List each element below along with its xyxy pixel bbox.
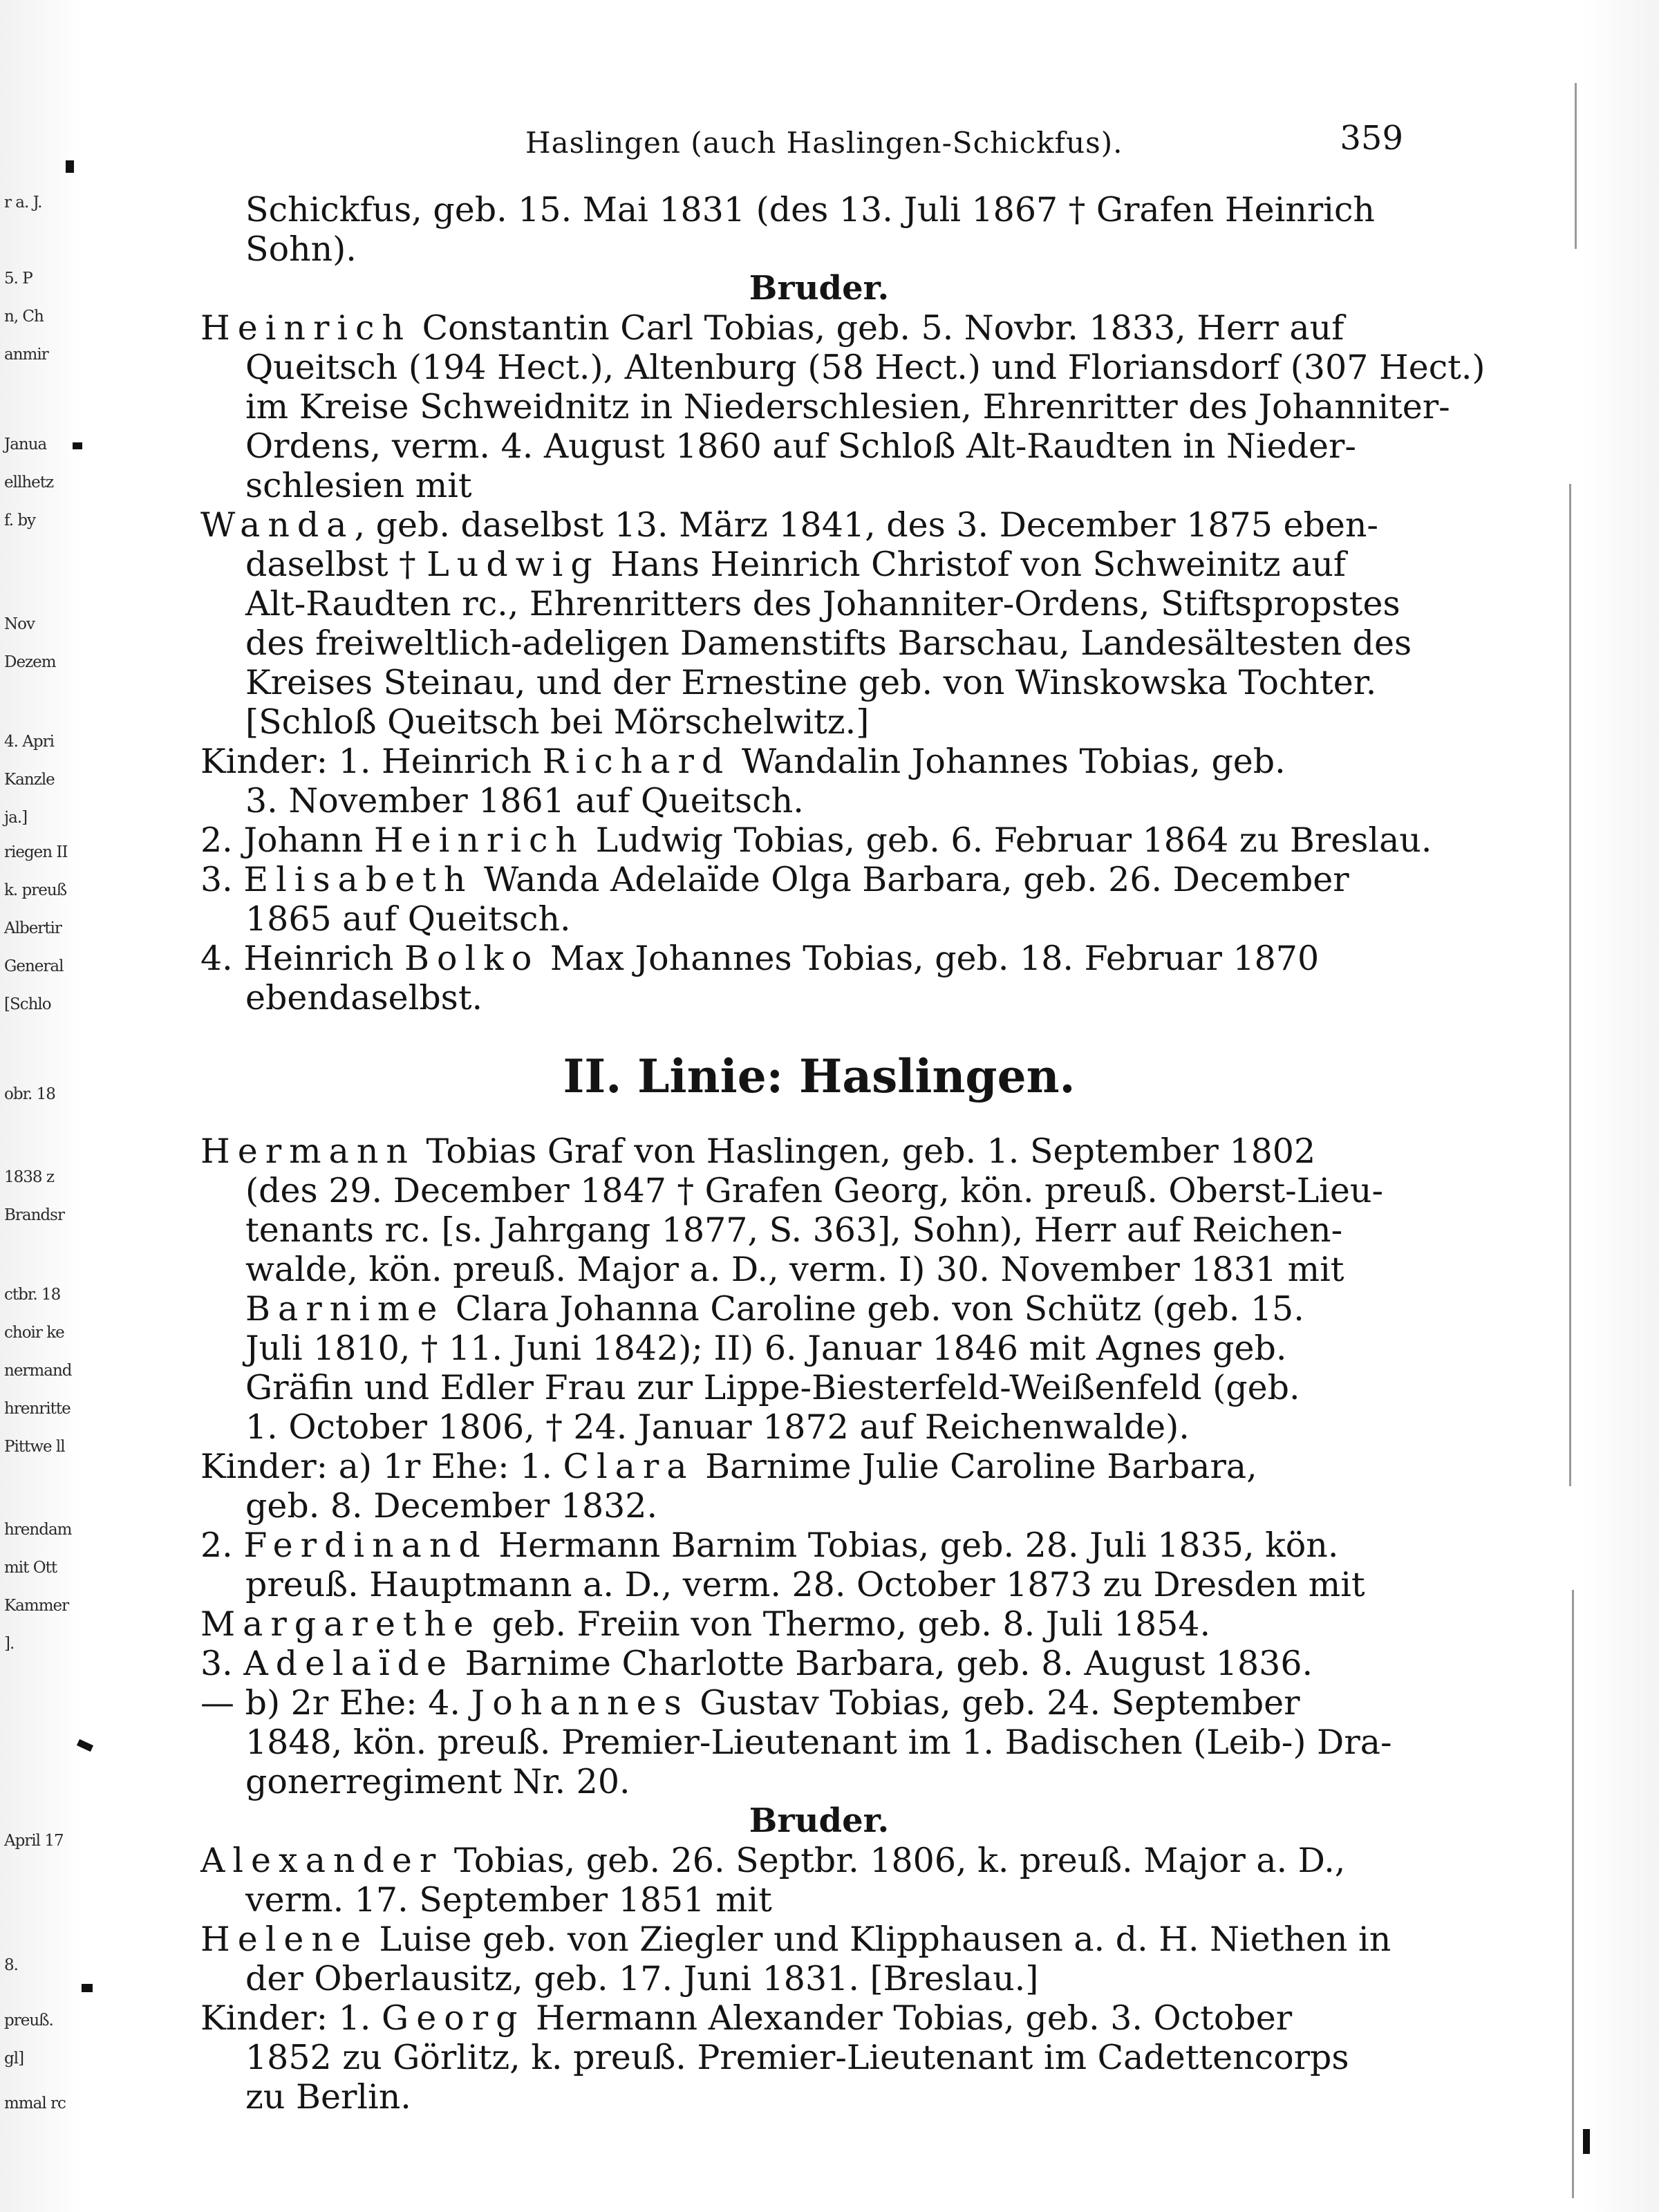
text-line: Ordens, verm. 4. August 1860 auf Schloß Alt-Raudten in Nieder- (245, 427, 1356, 466)
margin-fragment: ctbr. 18 (4, 1286, 61, 1304)
text-line: 1848, kön. preuß. Premier-Lieutenant im 1. Badischen (Leib-) Dra- (245, 1723, 1392, 1762)
margin-fragment: obr. 18 (4, 1085, 55, 1103)
text-run: — b) 2r Ehe: 4. (200, 1683, 471, 1723)
text-run: 3. (200, 1644, 244, 1683)
margin-fragment: Kammer (4, 1597, 69, 1615)
text-line: preuß. Hauptmann a. D., verm. 28. October 1873 zu Dresden mit (245, 1565, 1365, 1604)
spaced-name: Wanda (200, 505, 355, 545)
line-section-title: II. Linie: Haslingen. (563, 1049, 1076, 1103)
margin-fragment: k. preuß (4, 881, 67, 899)
margin-fragment: mmal rc (4, 2094, 66, 2112)
margin-fragment: Dezem (4, 653, 56, 671)
margin-fragment: 5. P (4, 270, 32, 288)
text-run: Kinder: a) 1r Ehe: 1. (200, 1447, 563, 1486)
text-line: gonerregiment Nr. 20. (245, 1762, 630, 1801)
text-line: der Oberlausitz, geb. 17. Juni 1831. [Breslau.] (245, 1959, 1039, 1998)
text-run: daselbst † (245, 545, 427, 584)
margin-fragment: Pittwe ll (4, 1438, 65, 1456)
text-run: Hans Heinrich Christof von Schweinitz auf (599, 545, 1347, 584)
text-run: Tobias Graf von Haslingen, geb. 1. September 1802 (415, 1132, 1316, 1171)
margin-fragment: mit Ott (4, 1559, 57, 1577)
text-line: (des 29. December 1847 † Grafen Georg, kön. preuß. Oberst-Lieu- (245, 1171, 1384, 1210)
page-header (484, 111, 1452, 166)
margin-fragment: Kanzle (4, 771, 55, 789)
margin-fragment: gl] (4, 2050, 24, 2068)
text-run: 3. (200, 860, 244, 899)
text-run: Tobias, geb. 26. Septbr. 1806, k. preuß. Major a. D., (443, 1841, 1346, 1880)
text-line (200, 1526, 1438, 1565)
text-line: schlesien mit (245, 466, 472, 505)
text-run: Kinder: 1. Heinrich (200, 742, 543, 781)
text-run: 2. Johann (200, 821, 374, 860)
spaced-name: Helene (200, 1920, 368, 1959)
text-line: im Kreise Schweidnitz in Niederschlesien, Ehrenritter des Johanniter- (245, 387, 1450, 427)
margin-fragment: ellhetz (4, 474, 54, 491)
spaced-name: Richard (542, 742, 731, 781)
margin-fragment: choir ke (4, 1324, 64, 1342)
running-title: Haslingen (auch Haslingen-Schickfus). (525, 126, 1123, 160)
page-edge-rule-top (1575, 83, 1577, 249)
text-run: 4. Heinrich (200, 939, 404, 978)
text-run: Max Johannes Tobias, geb. 18. Februar 1870 (539, 939, 1320, 978)
margin-fragment: n, Ch (4, 308, 44, 326)
page-edge-rule-bottom (1572, 1590, 1574, 2198)
spaced-name: Heinrich (373, 821, 585, 860)
text-line: 3. November 1861 auf Queitsch. (245, 781, 804, 821)
margin-fragment: anmir (4, 346, 48, 364)
text-line: zu Berlin. (245, 2077, 411, 2117)
spaced-name: Heinrich (200, 308, 412, 348)
text-line (200, 1998, 1438, 2038)
text-run: Luise geb. von Ziegler und Klipphausen a. d. H. Niethen in (368, 1920, 1391, 1959)
margin-fragment: riegen II (4, 843, 68, 861)
text-line: tenants rc. [s. Jahrgang 1877, S. 363], Sohn), Herr auf Reichen- (245, 1210, 1343, 1250)
text-run: Kinder: 1. (200, 1998, 382, 2038)
text-run: Barnime Charlotte Barbara, geb. 8. August 1836. (454, 1644, 1313, 1683)
text-run: Hermann Alexander Tobias, geb. 3. October (525, 1998, 1293, 2038)
text-line (200, 1604, 1438, 1644)
spaced-name: Georg (382, 1998, 525, 2038)
text-line: walde, kön. preuß. Major a. D., verm. I) 30. November 1831 mit (245, 1250, 1344, 1289)
text-column (200, 190, 1485, 2117)
text-line: [Schloß Queitsch bei Mörschelwitz.] (245, 702, 870, 742)
spaced-name: Alexander (200, 1841, 444, 1880)
margin-fragment: hrendam (4, 1521, 72, 1539)
text-line (200, 1920, 1438, 1959)
text-line (200, 1447, 1438, 1486)
text-line: Schickfus, geb. 15. Mai 1831 (des 13. Juli 1867 † Grafen Heinrich (245, 190, 1375, 229)
text-run: 2. (200, 1526, 244, 1565)
margin-fragment: 4. Apri (4, 733, 54, 751)
margin-fragment: General (4, 957, 64, 975)
text-line: Juli 1810, † 11. Juni 1842); II) 6. Januar 1846 mit Agnes geb. (245, 1329, 1287, 1368)
margin-fragment: Albertir (4, 919, 62, 937)
text-line: ebendaselbst. (245, 978, 483, 1018)
ink-mark (82, 1984, 93, 1992)
spaced-name: Ferdinand (243, 1526, 488, 1565)
text-line: geb. 8. December 1832. (245, 1486, 658, 1526)
margin-fragment: ja.] (4, 809, 28, 827)
ink-mark (73, 442, 82, 449)
text-line: Queitsch (194 Hect.), Altenburg (58 Hect.) und Floriansdorf (307 Hect.) (245, 348, 1485, 387)
margin-fragment: preuß. (4, 2012, 53, 2030)
text-line (200, 1289, 1438, 1329)
text-line (200, 308, 1438, 348)
section-heading: Bruder. (749, 1801, 890, 1840)
text-line: Gräfin und Edler Frau zur Lippe-Biesterfeld-Weißenfeld (geb. (245, 1368, 1300, 1407)
margin-fragment: Brandsr (4, 1206, 64, 1224)
margin-fragment: r a. J. (4, 194, 42, 212)
text-line (200, 860, 1438, 899)
text-line: Kreises Steinau, und der Ernestine geb. von Winskowska Tochter. (245, 663, 1377, 702)
margin-fragment: April 17 (4, 1832, 64, 1850)
margin-fragment: f. by (4, 512, 36, 529)
text-line: des freiweltlich-adeligen Damenstifts Barschau, Landesältesten des (245, 624, 1412, 663)
page-number: 359 (1340, 119, 1403, 158)
text-run: Ludwig Tobias, geb. 6. Februar 1864 zu Breslau. (585, 821, 1432, 860)
text-line (200, 1132, 1438, 1171)
text-run: Barnime Julie Caroline Barbara, (694, 1447, 1257, 1486)
text-run: Gustav Tobias, geb. 24. September (688, 1683, 1300, 1723)
text-line (200, 1644, 1438, 1683)
text-run: Wanda Adelaïde Olga Barbara, geb. 26. December (473, 860, 1349, 899)
spaced-name: Elisabeth (243, 860, 474, 899)
spaced-name: Margarethe (200, 1604, 482, 1644)
page-edge-rule-mid (1569, 484, 1571, 1486)
text-line: verm. 17. September 1851 mit (245, 1880, 772, 1920)
margin-fragment: hrenritte (4, 1400, 71, 1418)
text-run: Constantin Carl Tobias, geb. 5. Novbr. 1833, Herr auf (411, 308, 1344, 348)
margin-fragment: ]. (4, 1635, 15, 1653)
margin-fragment: 1838 z (4, 1168, 54, 1186)
text-line: 1. October 1806, † 24. Januar 1872 auf Reichenwalde). (245, 1407, 1190, 1447)
spaced-name: Barnime (245, 1289, 445, 1329)
text-line (200, 545, 1438, 584)
margin-fragment: [Schlo (4, 995, 51, 1013)
text-run: geb. Freiin von Thermo, geb. 8. Juli 1854. (481, 1604, 1211, 1644)
text-line (200, 821, 1438, 860)
spaced-name: Bolko (404, 939, 540, 978)
section-heading: Bruder. (749, 269, 890, 308)
spaced-name: Ludwig (427, 545, 600, 584)
left-margin-fragments (0, 0, 76, 2212)
scan-right-edge (1583, 0, 1659, 2212)
spaced-name: Hermann (200, 1132, 415, 1171)
text-line (200, 1841, 1438, 1880)
ink-mark (66, 160, 74, 173)
text-line: Sohn). (245, 229, 357, 269)
margin-fragment: nermand (4, 1362, 72, 1380)
spaced-name: Johannes (471, 1683, 689, 1723)
margin-fragment: 8. (4, 1956, 18, 1974)
text-line (200, 742, 1438, 781)
text-line: 1865 auf Queitsch. (245, 899, 571, 939)
text-line (200, 1683, 1438, 1723)
text-line: Alt-Raudten rc., Ehrenritters des Johanniter-Ordens, Stiftspropstes (245, 584, 1400, 624)
margin-fragment: Janua (4, 435, 47, 453)
text-line (200, 505, 1438, 545)
text-run: , geb. daselbst 13. März 1841, des 3. December 1875 eben- (354, 505, 1378, 545)
spaced-name: Adelaïde (243, 1644, 454, 1683)
text-line (200, 939, 1438, 978)
margin-fragment: Nov (4, 615, 35, 633)
spaced-name: Clara (563, 1447, 695, 1486)
text-line: 1852 zu Görlitz, k. preuß. Premier-Lieutenant im Cadettencorps (245, 2038, 1349, 2077)
text-run: Hermann Barnim Tobias, geb. 28. Juli 1835, kön. (487, 1526, 1339, 1565)
ink-mark (1583, 2129, 1590, 2154)
text-run: Wandalin Johannes Tobias, geb. (731, 742, 1286, 781)
text-run: Clara Johanna Caroline geb. von Schütz (geb. 15. (444, 1289, 1304, 1329)
